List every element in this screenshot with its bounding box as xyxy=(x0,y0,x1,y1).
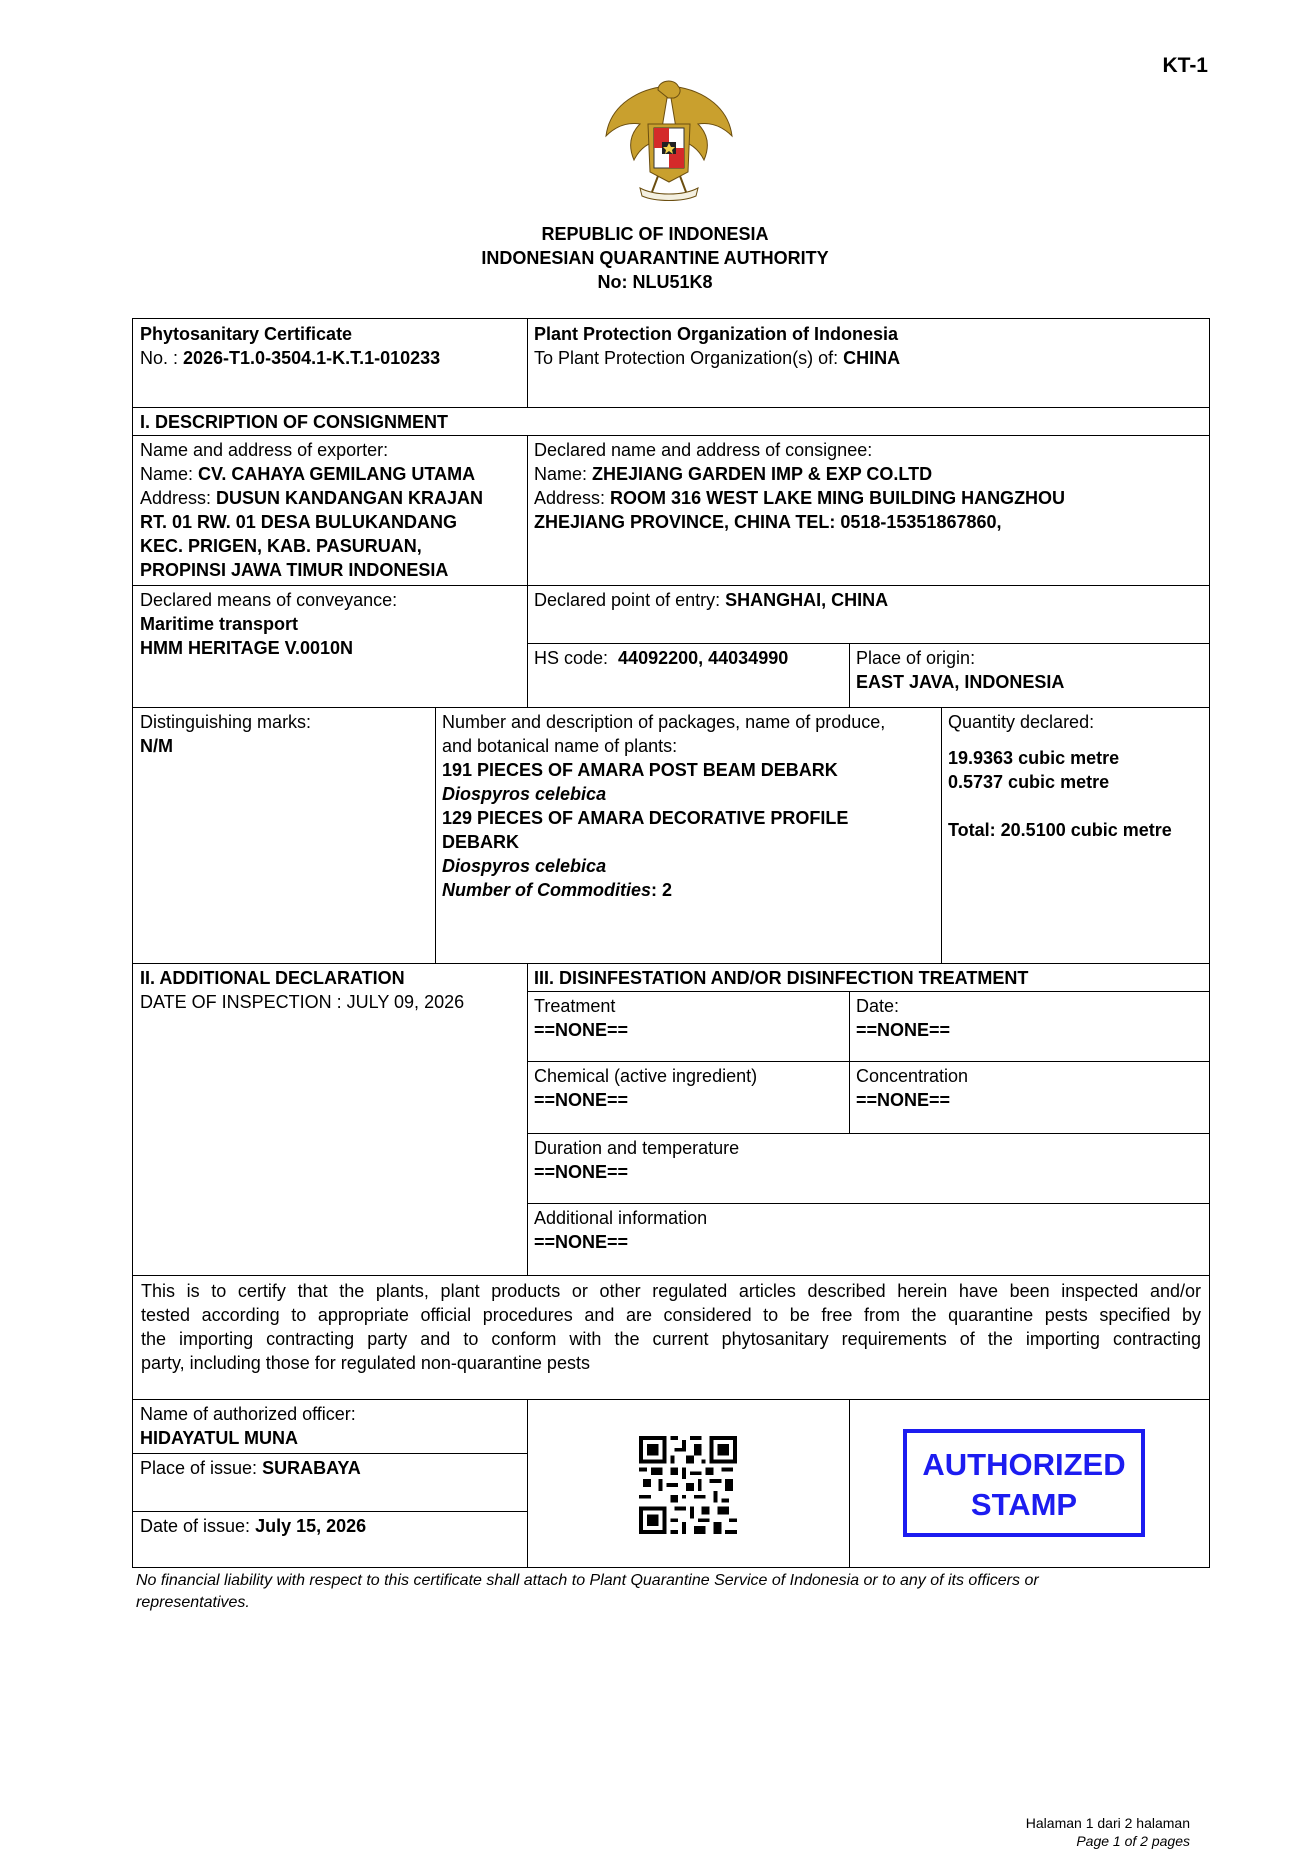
treatment-date-label: Date: xyxy=(856,996,900,1016)
document-header xyxy=(0,222,1310,294)
packages-label-line: and botanical name of plants: xyxy=(442,736,678,756)
certification-line: tested according to appropriate official procedures and are considered to be free from the quarantine pests specified by xyxy=(141,1305,1201,1325)
concentration-value: ==NONE== xyxy=(856,1090,951,1110)
date-issue-value: July 15, 2026 xyxy=(255,1516,367,1536)
treatment-date-value: ==NONE== xyxy=(856,1020,951,1040)
authorized-stamp xyxy=(903,1429,1145,1537)
chemical-field xyxy=(534,1064,757,1112)
conveyance-line: HMM HERITAGE V.0010N xyxy=(140,638,354,658)
date-issue-label: Date of issue: xyxy=(140,1516,256,1536)
exporter-block xyxy=(140,438,524,582)
exporter-address-line: DUSUN KANDANGAN KRAJAN xyxy=(216,488,484,508)
chemical-label: Chemical (active ingredient) xyxy=(534,1066,758,1086)
exporter-name-label: Name: xyxy=(140,464,199,484)
concentration-label: Concentration xyxy=(856,1066,969,1086)
package-item-1: 191 PIECES OF AMARA POST BEAM DEBARK xyxy=(442,760,838,780)
package-item-2: 129 PIECES OF AMARA DECORATIVE PROFILE xyxy=(442,808,849,828)
org-name: Plant Protection Organization of Indonesia xyxy=(534,324,899,344)
hs-code xyxy=(534,646,788,670)
date-of-issue xyxy=(140,1514,366,1538)
hs-label: HS code: xyxy=(534,648,619,668)
exporter-address-line: RT. 01 RW. 01 DESA BULUKANDANG xyxy=(140,512,458,532)
certification-line: This is to certify that the plants, plant products or other regulated articles described herein have been inspected and/or xyxy=(141,1281,1201,1301)
header-country: REPUBLIC OF INDONESIA xyxy=(541,224,769,244)
origin-label: Place of origin: xyxy=(856,648,976,668)
additional-info-label: Additional information xyxy=(534,1208,708,1228)
duration-field xyxy=(534,1136,739,1184)
form-code: KT-1 xyxy=(1162,54,1208,77)
quantity-value: 19.9363 cubic metre xyxy=(948,748,1120,768)
section-1-title xyxy=(140,410,448,434)
certificate-form xyxy=(132,318,1210,1568)
certification-statement xyxy=(141,1279,1201,1351)
exporter-address-line: KEC. PRIGEN, KAB. PASURUAN, xyxy=(140,536,422,556)
page-number-en: Page 1 of 2 pages xyxy=(1076,1833,1190,1849)
place-value: SURABAYA xyxy=(262,1458,361,1478)
conveyance-line: Maritime transport xyxy=(140,614,299,634)
conveyance-label: Declared means of conveyance: xyxy=(140,590,398,610)
section-3-title xyxy=(534,966,1028,990)
marks-label: Distinguishing marks: xyxy=(140,712,312,732)
place-of-issue xyxy=(140,1456,361,1480)
package-item-2: DEBARK xyxy=(442,832,520,852)
page-number-id: Halaman 1 dari 2 halaman xyxy=(1025,1815,1190,1831)
quantity-declared xyxy=(948,710,1206,842)
page-number xyxy=(1026,1814,1190,1850)
quantity-total: Total: 20.5100 cubic metre xyxy=(948,820,1172,840)
footnote-line: No financial liability with respect to this certificate shall attach to Plant Quarantine Service of Indonesia or to any of its officers or xyxy=(136,1572,1039,1589)
inspection-date: DATE OF INSPECTION : JULY 09, 2026 xyxy=(140,992,465,1012)
package-item-2-botanical: Diospyros celebica xyxy=(442,856,607,876)
package-item-1-botanical: Diospyros celebica xyxy=(442,784,607,804)
treatment-label: Treatment xyxy=(534,996,616,1016)
marks-value: N/M xyxy=(140,736,173,756)
certification-line: the importing contracting party and to conform with the current phytosanitary requirements of the importing contracting xyxy=(141,1329,1201,1349)
garuda-emblem xyxy=(600,76,738,212)
consignee-block xyxy=(534,438,1204,534)
commodities-value: : 2 xyxy=(651,880,673,900)
consignee-address-label: Address: xyxy=(534,488,611,508)
point-of-entry xyxy=(534,588,888,612)
duration-value: ==NONE== xyxy=(534,1162,629,1182)
plant-protection-org xyxy=(534,322,900,370)
packages-label-line: Number and description of packages, name of produce, xyxy=(442,712,886,732)
chemical-value: ==NONE== xyxy=(534,1090,629,1110)
conveyance-block xyxy=(140,588,397,660)
authorized-officer xyxy=(140,1402,356,1450)
section-2-title: II. ADDITIONAL DECLARATION xyxy=(140,968,405,988)
treatment-date-field xyxy=(856,994,950,1042)
header-number: No: NLU51K8 xyxy=(597,272,713,292)
section-3-title-text: III. DISINFESTATION AND/OR DISINFECTION TREATMENT xyxy=(534,968,1029,988)
stamp-line: AUTHORIZED xyxy=(922,1447,1126,1482)
origin-value: EAST JAVA, INDONESIA xyxy=(856,672,1065,692)
exporter-address-line: PROPINSI JAWA TIMUR INDONESIA xyxy=(140,560,449,580)
entry-label: Declared point of entry: xyxy=(534,590,726,610)
place-label: Place of issue: xyxy=(140,1458,263,1478)
certificate-title: Phytosanitary Certificate xyxy=(140,324,353,344)
officer-label: Name of authorized officer: xyxy=(140,1404,356,1424)
officer-name: HIDAYATUL MUNA xyxy=(140,1428,299,1448)
certificate-number: 2026-T1.0-3504.1-K.T.1-010233 xyxy=(183,348,441,368)
certificate-info xyxy=(140,322,440,370)
footnote-line: representatives. xyxy=(136,1594,250,1611)
certification-last-line: party, including those for regulated non-quarantine pests xyxy=(141,1353,590,1373)
liability-footnote xyxy=(136,1570,1206,1614)
hs-value: 44092200, 44034990 xyxy=(618,648,789,668)
additional-info-value: ==NONE== xyxy=(534,1232,629,1252)
exporter-name: CV. CAHAYA GEMILANG UTAMA xyxy=(198,464,476,484)
section-2 xyxy=(140,966,464,1014)
consignee-address-line: ZHEJIANG PROVINCE, CHINA TEL: 0518-15351867860, xyxy=(534,512,1002,532)
stamp-line: STAMP xyxy=(970,1487,1078,1522)
duration-label: Duration and temperature xyxy=(534,1138,740,1158)
concentration-field xyxy=(856,1064,968,1112)
distinguishing-marks xyxy=(140,710,311,758)
exporter-label: Name and address of exporter: xyxy=(140,440,389,460)
consignee-address-line: ROOM 316 WEST LAKE MING BUILDING HANGZHOU xyxy=(610,488,1066,508)
qr-code-icon xyxy=(639,1436,737,1534)
consignee-label: Declared name and address of consignee: xyxy=(534,440,873,460)
section-1-title-text: I. DESCRIPTION OF CONSIGNMENT xyxy=(140,412,449,432)
packages-description xyxy=(442,710,938,902)
quantity-value: 0.5737 cubic metre xyxy=(948,772,1110,792)
consignee-name: ZHEJIANG GARDEN IMP & EXP CO.LTD xyxy=(592,464,933,484)
treatment-value: ==NONE== xyxy=(534,1020,629,1040)
certificate-no-label: No. : xyxy=(140,348,184,368)
to-org-label: To Plant Protection Organization(s) of: xyxy=(534,348,844,368)
header-authority: INDONESIAN QUARANTINE AUTHORITY xyxy=(481,248,829,268)
entry-value: SHANGHAI, CHINA xyxy=(725,590,889,610)
exporter-address-label: Address: xyxy=(140,488,217,508)
consignee-name-label: Name: xyxy=(534,464,593,484)
place-of-origin xyxy=(856,646,1064,694)
to-org-value: CHINA xyxy=(843,348,901,368)
treatment-field xyxy=(534,994,628,1042)
commodities-label: Number of Commodities xyxy=(442,880,652,900)
quantity-label: Quantity declared: xyxy=(948,712,1095,732)
additional-info-field xyxy=(534,1206,707,1254)
